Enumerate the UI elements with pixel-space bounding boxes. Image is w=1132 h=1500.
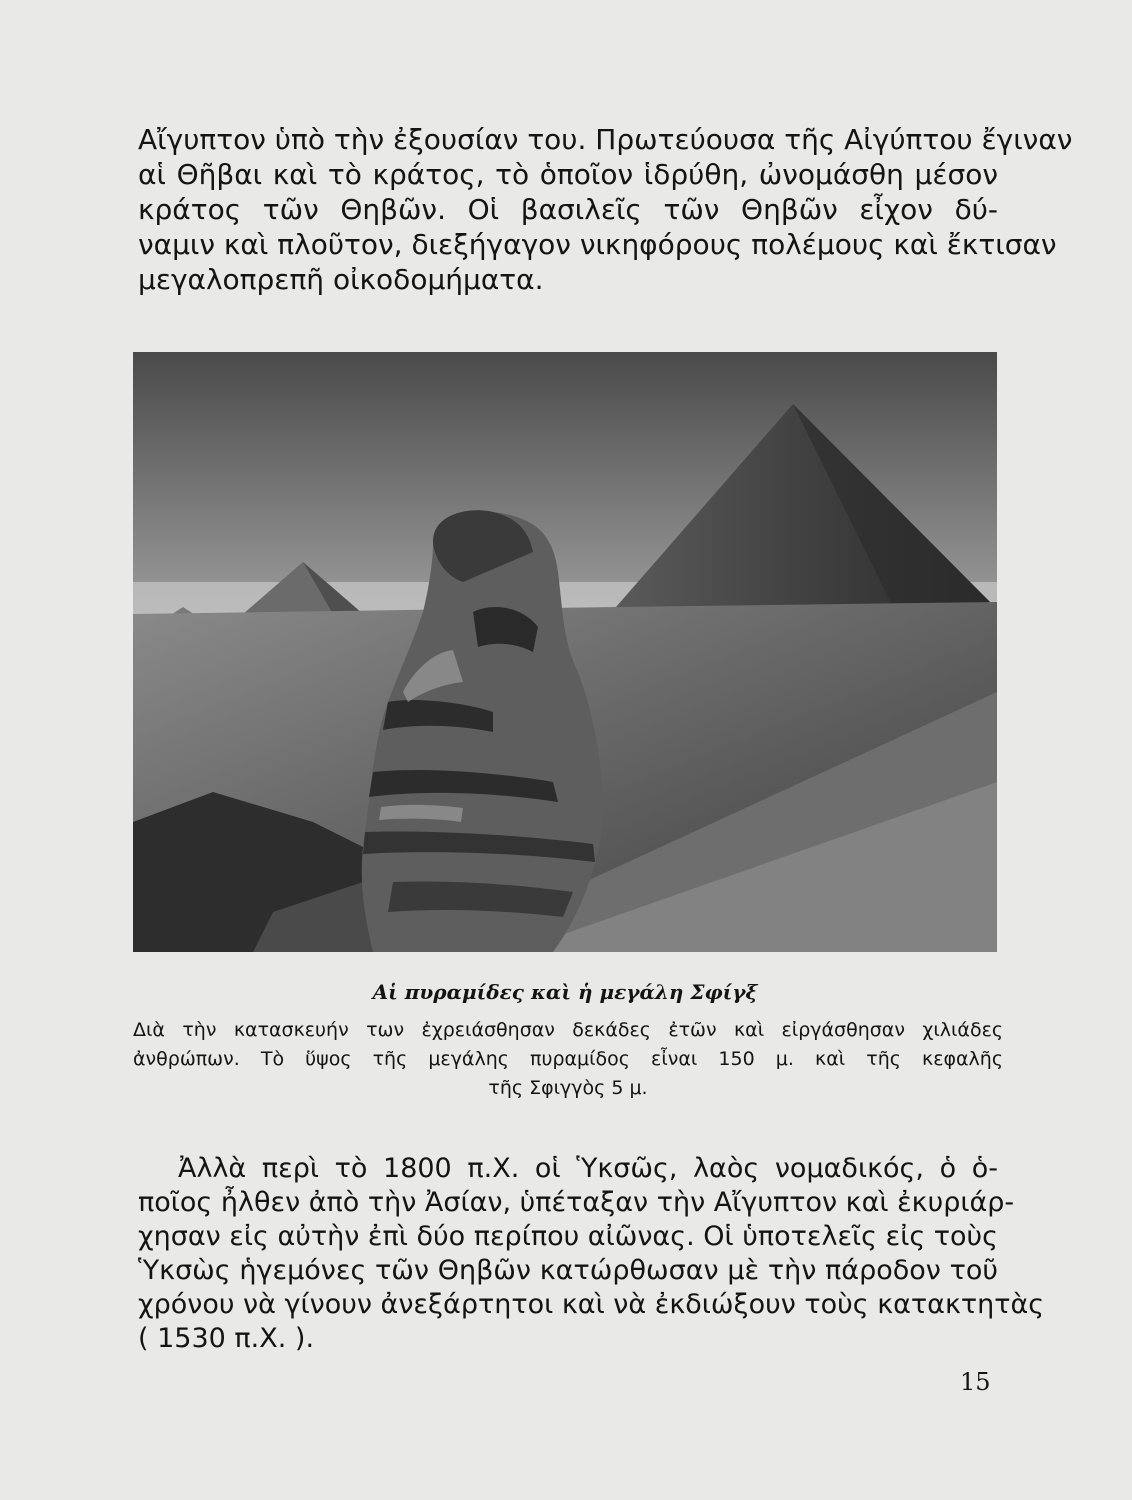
figure-caption-text <box>133 1016 1003 1103</box>
caption-line: ἀνθρώπων. Τὸ ὕψος τῆς μεγάλης πυραμίδος εἶναι 150 μ. καὶ τῆς κεφαλῆς <box>133 1048 1003 1070</box>
paragraph-bottom <box>138 1152 1045 1356</box>
sphinx-pyramids-photo <box>133 352 997 952</box>
paragraph-line: κράτος τῶν Θηβῶν. Οἱ βασιλεῖς τῶν Θηβῶν εἶχον δύ- <box>138 193 998 226</box>
paragraph-line: Ὑκσὼς ἡγεμόνες τῶν Θηβῶν κατώρθωσαν μὲ τὴν πάροδον τοῦ <box>138 1255 998 1286</box>
paragraph-line: ( 1530 π.Χ. ). <box>138 1323 315 1354</box>
paragraph-line: χρόνου νὰ γίνουν ἀνεξάρτητοι καὶ νὰ ἐκδιώξουν τοὺς κατακτητὰς <box>138 1289 1045 1320</box>
paragraph-line: ποῖος ἦλθεν ἀπὸ τὴν Ἀσίαν, ὑπέταξαν τὴν Αἴγυπτον καὶ ἐκυριάρ- <box>138 1187 1015 1218</box>
caption-line: τῆς Σφιγγὸς 5 μ. <box>488 1077 648 1099</box>
paragraph-line: αἱ Θῆβαι καὶ τὸ κράτος, τὸ ὁποῖον ἱδρύθη, ὠνομάσθη μέσον <box>138 158 998 191</box>
figure-caption-title: Αἱ πυραμίδες καὶ ἡ μεγάλη Σφίγξ <box>372 980 758 1004</box>
paragraph-line: μεγαλοπρεπῆ οἰκοδομήματα. <box>138 263 544 296</box>
paragraph-top <box>138 122 1073 297</box>
caption-line: Διὰ τὴν κατασκευήν των ἐχρειάσθησαν δεκάδες ἐτῶν καὶ εἰργάσθησαν χιλιάδες <box>133 1019 1003 1041</box>
paragraph-line: Αἴγυπτον ὑπὸ τὴν ἐξουσίαν του. Πρωτεύουσα τῆς Αἰγύπτου ἔγιναν <box>138 123 1073 156</box>
page-number: 15 <box>960 1368 991 1396</box>
paragraph-line: Ἀλλὰ περὶ τὸ 1800 π.Χ. οἱ Ὑκσῶς, λαὸς νομαδικός, ὁ ὁ- <box>178 1153 998 1184</box>
photo-illustration <box>133 352 997 952</box>
paragraph-line: χησαν εἰς αὐτὴν ἐπὶ δύο περίπου αἰῶνας. Οἱ ὑποτελεῖς εἰς τοὺς <box>138 1221 999 1252</box>
paragraph-line: ναμιν καὶ πλοῦτον, διεξήγαγον νικηφόρους πολέμους καὶ ἔκτισαν <box>138 228 1057 261</box>
